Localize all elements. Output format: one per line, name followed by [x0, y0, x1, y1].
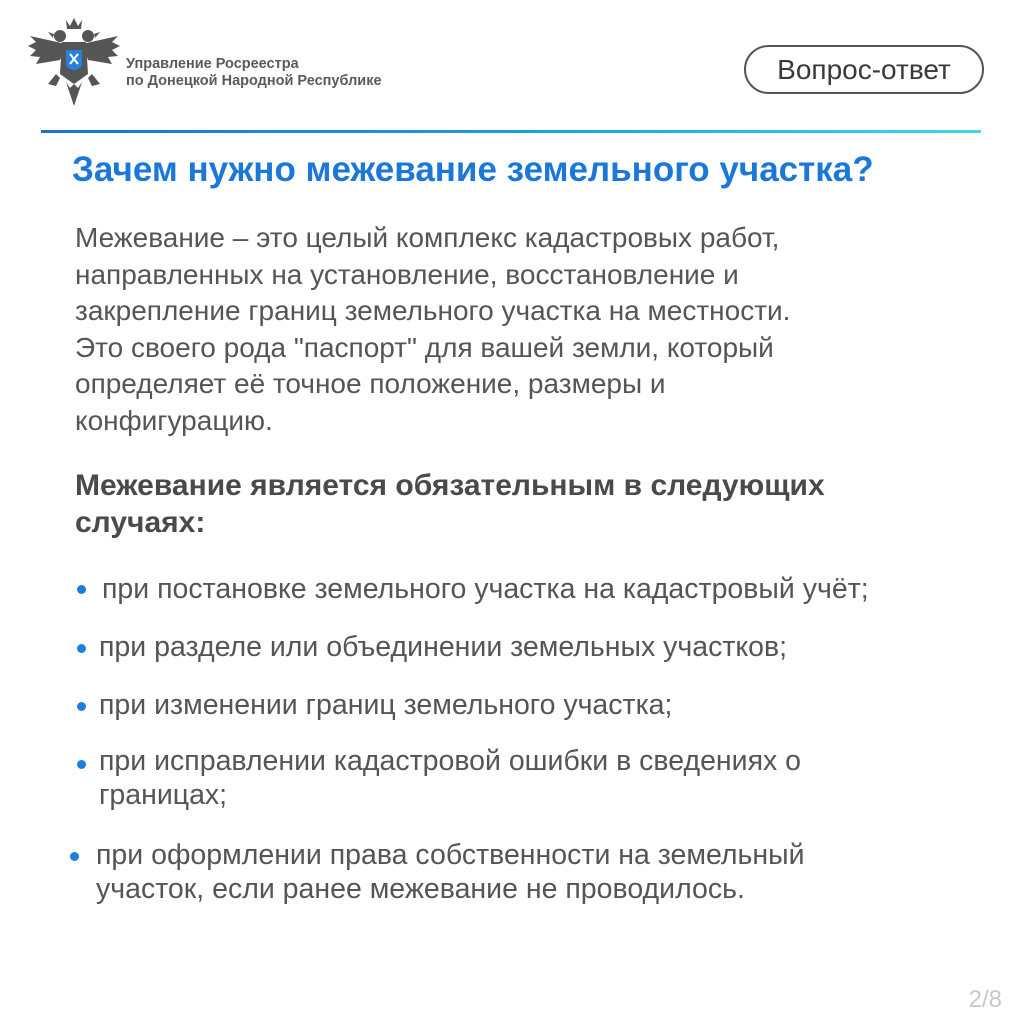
list-item-text: при постановке земельного участка на кадастровый учёт; [102, 573, 869, 605]
list-item [96, 838, 805, 906]
intro-paragraph [75, 220, 955, 439]
bullet-dot [77, 760, 86, 769]
page-title: Зачем нужно межевание земельного участка? [72, 150, 874, 189]
bullet-dot [77, 644, 86, 653]
intro-line: определяет её точное положение, размеры и [75, 368, 666, 399]
list-item-text: при исправлении кадастровой ошибки в сведениях о [99, 745, 802, 777]
list-item-text: границах; [99, 779, 228, 811]
intro-line: конфигурацию. [75, 404, 273, 436]
eagle-emblem-icon [26, 14, 122, 110]
list-item-text: участок, если ранее межевание не проводилось. [96, 873, 745, 905]
page-number: 2/8 [968, 986, 1002, 1013]
list-item [102, 572, 869, 606]
list-item [99, 630, 787, 664]
list-item [99, 688, 672, 722]
intro-line: Это своего рода "паспорт" для вашей земли, который [75, 331, 774, 363]
list-item [99, 744, 801, 812]
bullet-dot [70, 852, 79, 861]
intro-line: закрепление границ земельного участка на местности. [75, 295, 791, 326]
organization-name-line2: по Донецкой Народной Республике [126, 73, 382, 89]
bullet-dot [77, 585, 86, 594]
intro-line: направленных на установление, восстановление и [75, 258, 739, 290]
section-heading [75, 467, 975, 541]
list-item-text: при разделе или объединении земельных участков; [99, 631, 788, 663]
header-divider [41, 130, 981, 133]
intro-line: Межевание – это целый комплекс кадастровых работ, [75, 222, 780, 253]
organization-name [126, 56, 382, 90]
qa-badge: Вопрос-ответ [744, 45, 984, 94]
section-heading-line: случаях: [75, 506, 206, 539]
list-item-text: при оформлении права собственности на земельный [96, 839, 805, 871]
section-heading-line: Межевание является обязательным в следующих [75, 469, 825, 502]
list-item-text: при изменении границ земельного участка; [99, 689, 673, 721]
bullet-dot [77, 702, 86, 711]
organization-name-line1: Управление Росреестра [126, 56, 299, 72]
